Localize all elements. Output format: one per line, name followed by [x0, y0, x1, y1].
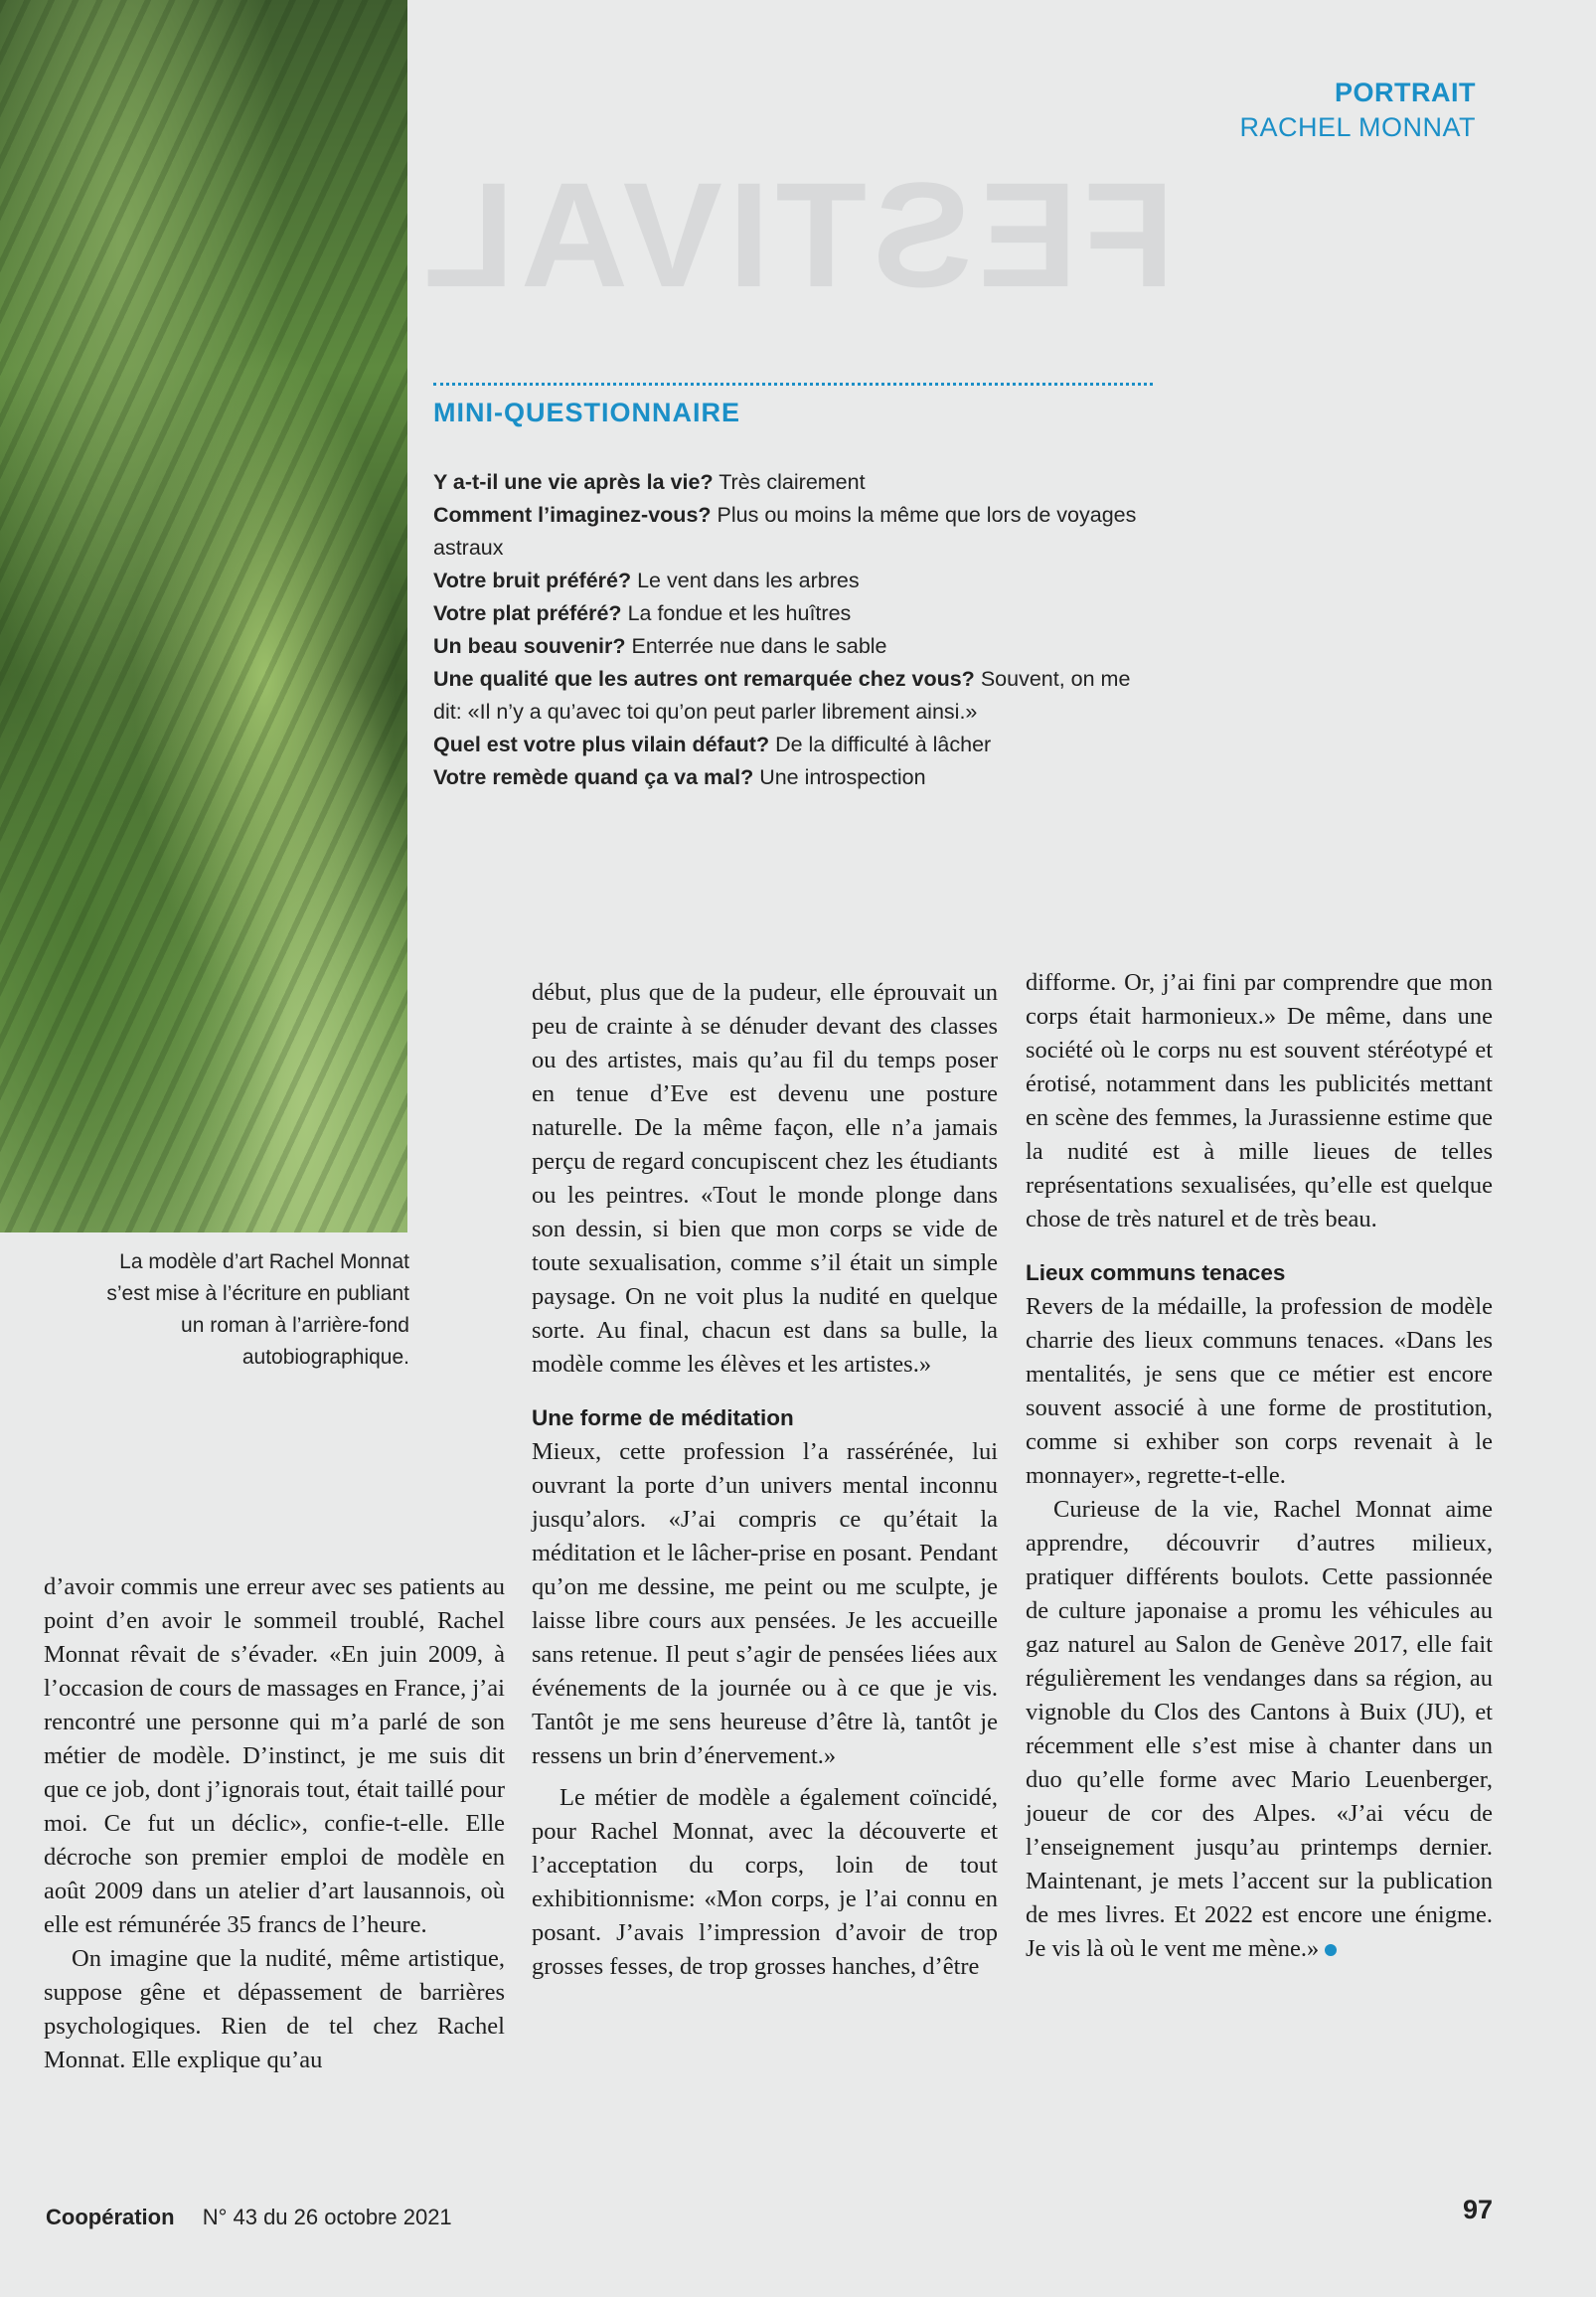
answer: Plus ou moins la même que lors de voyages astraux: [433, 503, 1137, 560]
questionnaire-item: [433, 565, 1159, 597]
questionnaire-item: [433, 630, 1159, 663]
paragraph-text: Curieuse de la vie, Rachel Monnat aime apprendre, découvrir d’autres milieux, pratiquer différents boulots. Cette passionnée de culture japonaise a promu les véhicules au gaz naturel au Salon de Genève 2017, elle fait régulièrement les vendanges dans sa région, au vignoble du Clos des Cantons à Buix (JU), et récemment elle s’est mise à chanter dans un duo qu’elle forme avec Mario Leuenberger, joueur de cor des Alpes. «J’ai vécu de l’enseignement jusqu’au printemps dernier. Maintenant, je mets l’accent sur la publication de mes livres. Et 2022 est encore une énigme. Je vis là où le vent me mène.»: [1026, 1496, 1493, 1962]
article-column-2: [532, 976, 998, 1984]
paragraph: [1026, 1493, 1493, 1966]
footer: [46, 2205, 452, 2230]
question: Votre remède quand ça va mal?: [433, 765, 754, 789]
mini-questionnaire: [433, 383, 1159, 794]
question: Y a-t-il une vie après la vie?: [433, 470, 714, 494]
questionnaire-item: [433, 466, 1159, 499]
questionnaire-item: [433, 499, 1159, 565]
question: Comment l’imaginez-vous?: [433, 503, 712, 527]
paragraph: Le métier de modèle a également coïncidé, pour Rachel Monnat, avec la découverte et l’acceptation du corps, loin de tout exhibitionnisme: «Mon corps, je l’ai connu en posant. J’avais l’impression d’avoir de trop grosses fesses, de trop grosses hanches, d’être: [532, 1784, 998, 1980]
photo-caption: La modèle d’art Rachel Monnat s’est mise à l’écriture en publiant un roman à l’arrière-fond autobiographique.: [106, 1250, 409, 1369]
article-column-3: [1026, 966, 1493, 1966]
dotted-divider: [433, 383, 1153, 386]
answer: Souvent, on me dit: «Il n’y a qu’avec toi qu’on peut parler librement ainsi.»: [433, 667, 1131, 724]
section-label: PORTRAIT: [1335, 78, 1476, 107]
questionnaire-list: [433, 466, 1159, 794]
questionnaire-item: [433, 597, 1159, 630]
question: Votre plat préféré?: [433, 601, 622, 625]
question: Une qualité que les autres ont remarquée chez vous?: [433, 667, 975, 691]
article-column-1: [44, 1570, 505, 2077]
answer: La fondue et les huîtres: [627, 601, 852, 625]
paragraph: On imagine que la nudité, même artistique, suppose gêne et dépassement de barrières psychologiques. Rien de tel chez Rachel Monnat. Elle explique qu’au: [44, 1945, 505, 2073]
end-mark-icon: [1325, 1944, 1337, 1956]
show-through-background: FESTIVAL: [417, 151, 1175, 318]
subheading: Une forme de méditation: [532, 1405, 794, 1430]
answer: De la difficulté à lâcher: [775, 733, 992, 756]
magazine-name: Coopération: [46, 2205, 175, 2229]
questionnaire-title: MINI-QUESTIONNAIRE: [433, 398, 741, 427]
answer: Enterrée nue dans le sable: [631, 634, 887, 658]
issue-info: N° 43 du 26 octobre 2021: [202, 2205, 452, 2229]
subject-name: RACHEL MONNAT: [1239, 112, 1476, 142]
answer: Une introspection: [759, 765, 926, 789]
page-number: 97: [1462, 2195, 1493, 2224]
question: Un beau souvenir?: [433, 634, 626, 658]
paragraph: Mieux, cette profession l’a rassérénée, lui ouvrant la porte d’un univers mental inconnu jusqu’alors. «J’ai compris ce qu’était la méditation et le lâcher-prise en posant. Pendant qu’on me dessine, me peint ou me sculpte, je laisse libre cours aux pensées. Je les accueille sans retenue. Il peut s’agir de pensées liées aux événements de la journée ou à ce que je vis. Tantôt je me sens heureuse d’être là, tantôt je ressens un brin d’énervement.»: [532, 1438, 998, 1769]
paragraph: d’avoir commis une erreur avec ses patients au point d’en avoir le sommeil troublé, Rachel Monnat rêvait de s’évader. «En juin 2009, à l’occasion de cours de massages en France, j’ai rencontré une personne qui m’a parlé de son métier de modèle. D’instinct, je me suis dit que ce job, dont j’ignorais tout, était taillé pour moi. Ce fut un déclic», confie-t-elle. Elle décroche son premier emploi de modèle en août 2009 dans un atelier d’art lausannois, où elle est rémunérée 35 francs de l’heure.: [44, 1573, 505, 1938]
subheading: Lieux communs tenaces: [1026, 1260, 1286, 1285]
paragraph: difforme. Or, j’ai fini par comprendre que mon corps était harmonieux.» De même, dans une société où le corps nu est souvent stéréotypé et érotisé, notamment dans les publicités mettant en scène des femmes, la Jurassienne estime que la nudité est à mille lieues de telles représentations sexualisées, qu’elle est quelque chose de très naturel et de très beau.: [1026, 969, 1493, 1232]
paragraph: Revers de la médaille, la profession de modèle charrie des lieux communs tenaces. «Dans les mentalités, je sens que ce métier est encore souvent associé à une forme de prostitution, comme si exhiber son corps revenait à le monnayer», regrette-t-elle.: [1026, 1293, 1493, 1489]
questionnaire-item: [433, 761, 1159, 794]
answer: Le vent dans les arbres: [637, 569, 860, 592]
portrait-photo: [0, 0, 407, 1232]
questionnaire-item: [433, 729, 1159, 761]
question: Quel est votre plus vilain défaut?: [433, 733, 770, 756]
section-header: [1239, 76, 1476, 145]
questionnaire-item: [433, 663, 1159, 729]
question: Votre bruit préféré?: [433, 569, 632, 592]
paragraph: début, plus que de la pudeur, elle éprouvait un peu de crainte à se dénuder devant des classes ou des artistes, mais qu’au fil du temps poser en tenue d’Eve est devenu une posture naturelle. De la même façon, elle n’a jamais perçu de regard concupiscent chez les étudiants ou les peintres. «Tout le monde plonge dans son dessin, si bien que mon corps se vide de toute sexualisation, comme s’il était un simple paysage. On ne voit plus la nudité en quelque sorte. Au final, chacun est dans sa bulle, la modèle comme les élèves et les artistes.»: [532, 979, 998, 1378]
answer: Très clairement: [718, 470, 866, 494]
